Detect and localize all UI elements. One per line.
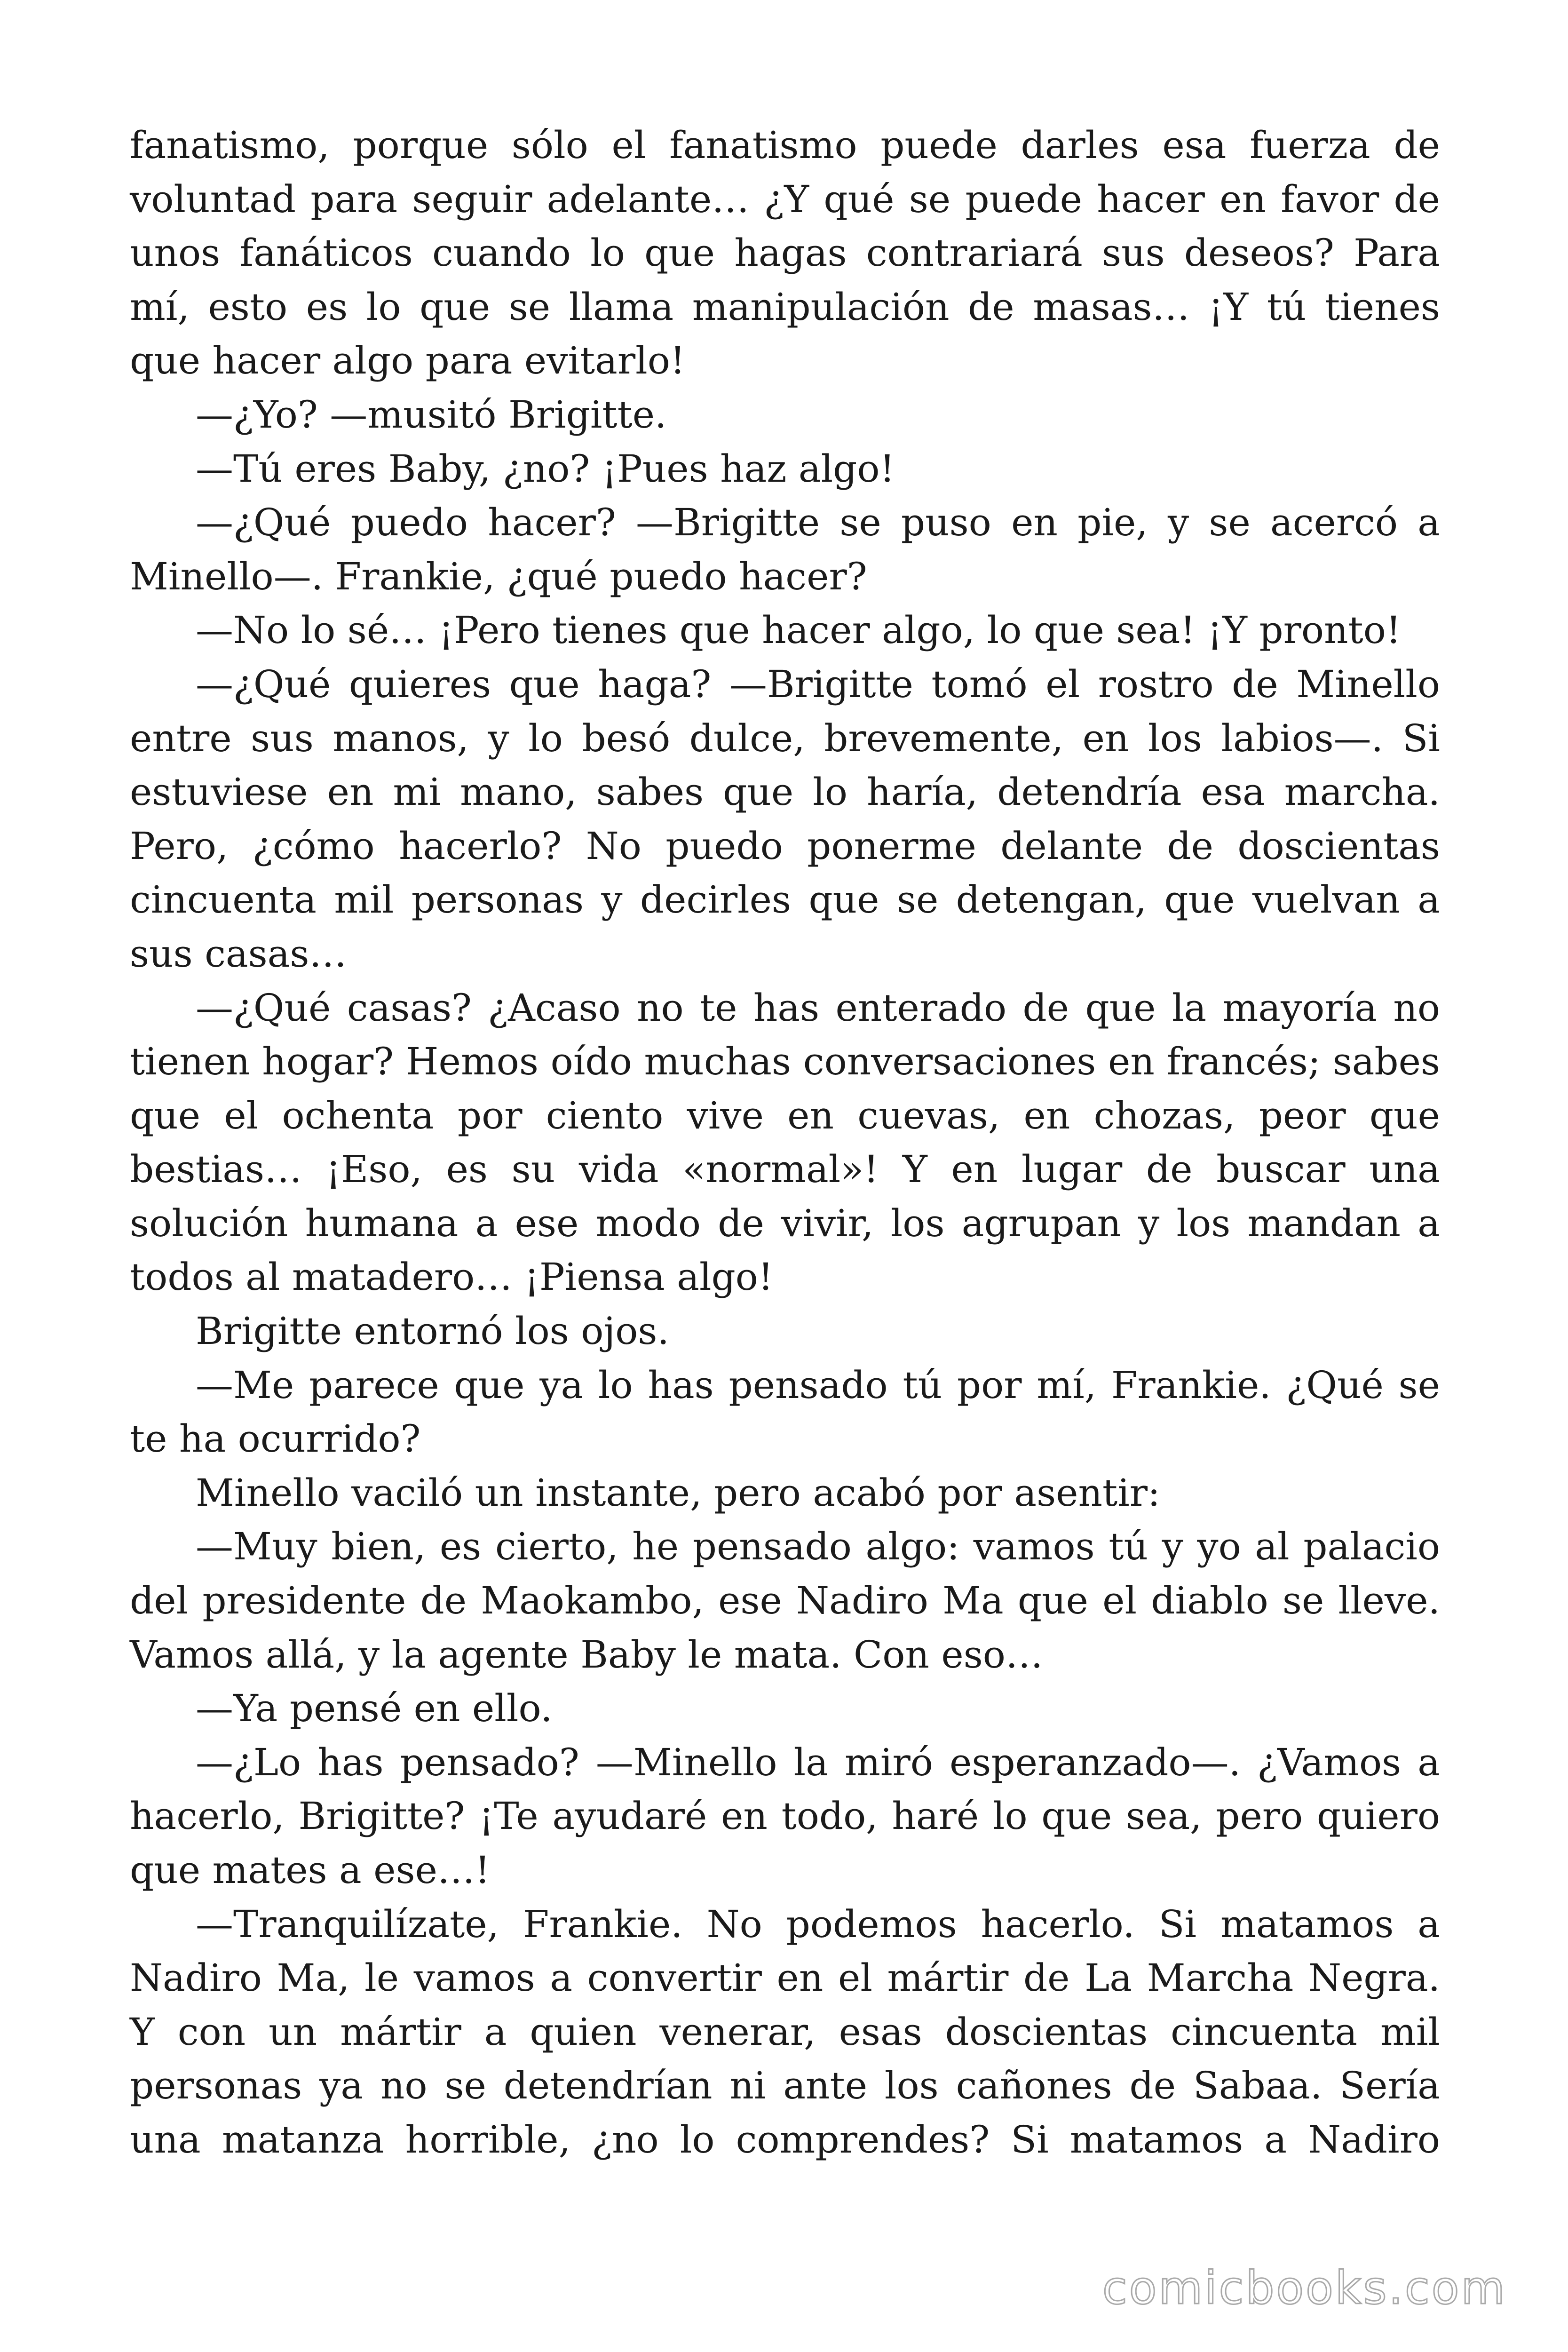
paragraph: —¿Yo? —musitó Brigitte.: [196, 392, 667, 437]
paragraph: Minello vaciló un instante, pero acabó por asentir:: [196, 1470, 1160, 1515]
paragraph: —¿Qué casas? ¿Acaso no te has enterado de que la mayoría no tienen hogar? Hemos oído muchas conversaciones en francés; sabes que el ochenta por ciento vive en cuevas, en chozas, peor que bestias… ¡Eso, es su vida «normal»! Y en lugar de buscar una solución humana a ese modo de vivir, los agrupan y los mandan a todos al matadero… ¡Piensa algo!: [130, 985, 1440, 1299]
paragraph-continued: fanatismo, porque sólo el fanatismo puede darles esa fuerza de voluntad para seguir adelante… ¿Y qué se puede hacer en favor de unos fanáticos cuando lo que hagas contrariará sus deseos? Para mí, esto es lo que se llama manipulación de masas… ¡Y tú tienes que hacer algo para evitarlo!: [130, 123, 1440, 383]
paragraph: —¿Qué quieres que haga? —Brigitte tomó el rostro de Minello entre sus manos, y lo besó dulce, brevemente, en los labios—. Si estuviese en mi mano, sabes que lo haría, detendría esa marcha. Pero, ¿cómo hacerlo? No puedo ponerme delante de doscientas cincuenta mil personas y decirles que se detengan, que vuelvan a sus casas…: [130, 662, 1440, 976]
paragraph-continues: —Tranquilízate, Frankie. No podemos hacerlo. Si matamos a Nadiro Ma, le vamos a convertir en el mártir de La Marcha Negra. Y con un mártir a quien venerar, esas doscientas cincuenta mil personas ya no se detendrían ni ante los cañones de Sabaa. Sería una matanza horrible, ¿no lo comprendes? Si matamos a Nadiro: [130, 1902, 1440, 2161]
paragraph: —¿Qué puedo hacer? —Brigitte se puso en pie, y se acercó a Minello—. Frankie, ¿qué puedo hacer?: [130, 501, 1440, 598]
watermark: comicbooks.com: [1102, 2262, 1507, 2314]
paragraph: —Tú eres Baby, ¿no? ¡Pues haz algo!: [196, 446, 895, 491]
paragraph: —¿Lo has pensado? —Minello la miró esperanzado—. ¿Vamos a hacerlo, Brigitte? ¡Te ayudaré en todo, haré lo que sea, pero quiero que mates a ese…!: [130, 1740, 1440, 1892]
page-text-body: [130, 119, 1440, 2167]
paragraph: Brigitte entornó los ojos.: [196, 1309, 669, 1353]
paragraph: —No lo sé… ¡Pero tienes que hacer algo, lo que sea! ¡Y pronto!: [196, 608, 1402, 652]
paragraph: —Ya pensé en ello.: [196, 1686, 553, 1731]
paragraph: —Muy bien, es cierto, he pensado algo: vamos tú y yo al palacio del presidente de Maokambo, ese Nadiro Ma que el diablo se lleve. Vamos allá, y la agente Baby le mata. Con eso…: [130, 1525, 1440, 1677]
paragraph: —Me parece que ya lo has pensado tú por mí, Frankie. ¿Qué se te ha ocurrido?: [130, 1363, 1440, 1461]
